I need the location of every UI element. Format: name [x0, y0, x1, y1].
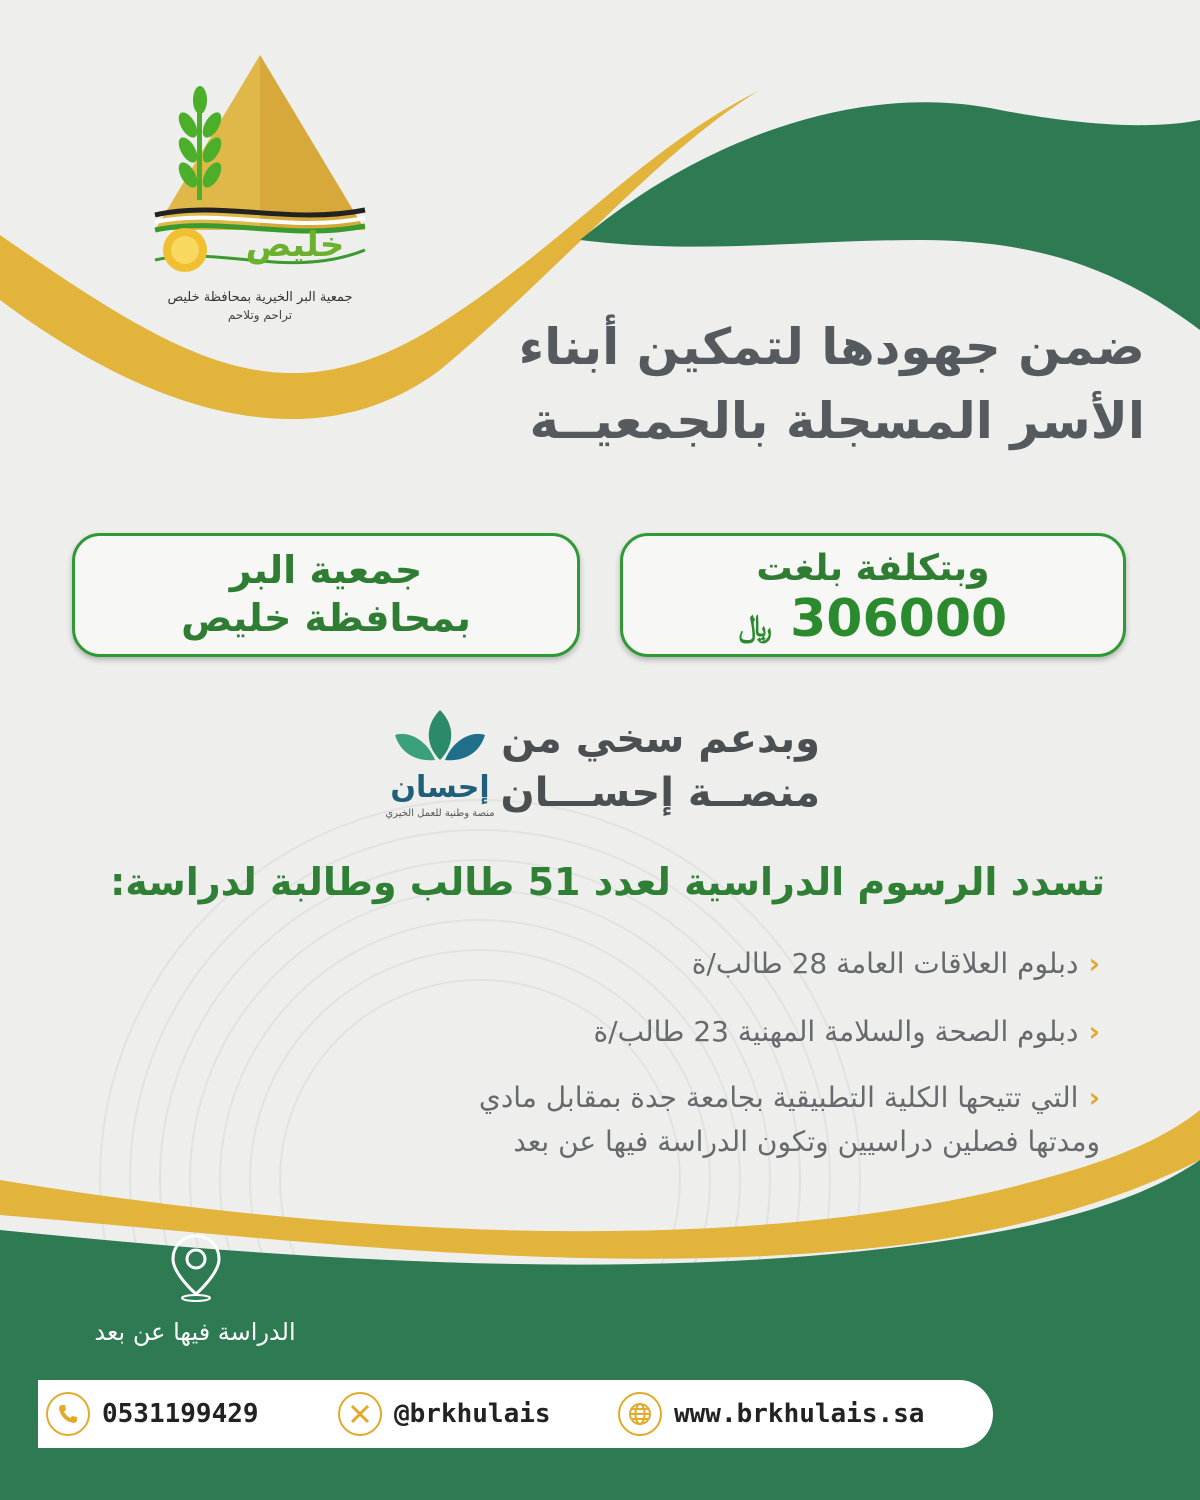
program-text-continued: ومدتها فصلين دراسيين وتكون الدراسة فيها عن بعد: [513, 1125, 1100, 1158]
globe-icon: [618, 1392, 662, 1436]
ehsan-name: إحسان: [390, 770, 490, 805]
association-line-2: بمحافظة خليص: [181, 596, 471, 640]
support-line-2: منصــة إحســـان: [500, 770, 820, 816]
program-text: التي تتيحها الكلية التطبيقية بجامعة جدة بمقابل مادي: [478, 1081, 1079, 1114]
program-text: دبلوم العلاقات العامة 28 طالب/ة: [691, 947, 1079, 980]
chevron-left-icon: ‹: [1088, 947, 1100, 980]
website-url: www.brkhulais.sa: [674, 1399, 925, 1429]
headline-line-1: ضمن جهودها لتمكين أبناء: [518, 318, 1145, 376]
ehsan-subtitle: منصة وطنية للعمل الخيري: [385, 808, 495, 819]
phone-number: 0531199429: [102, 1399, 259, 1429]
chevron-left-icon: ‹: [1088, 1015, 1100, 1048]
phone-contact[interactable]: [46, 1388, 259, 1440]
contact-bar: [38, 1380, 993, 1448]
x-logo-icon: [338, 1392, 382, 1436]
x-contact[interactable]: [338, 1388, 551, 1440]
riyal-currency-icon: ﷼: [738, 609, 772, 644]
cost-amount: 306000: [790, 589, 1008, 649]
list-item: [300, 1076, 1100, 1164]
list-item: [300, 942, 1100, 986]
cost-label: وبتكلفة بلغت: [756, 548, 990, 589]
list-item: [300, 1010, 1100, 1054]
program-text: دبلوم الصحة والسلامة المهنية 23 طالب/ة: [593, 1015, 1079, 1048]
association-line-1: جمعية البر: [229, 548, 423, 592]
support-text: [500, 712, 820, 820]
x-handle: @brkhulais: [394, 1399, 551, 1429]
phone-icon: [46, 1392, 90, 1436]
headline: [445, 310, 1145, 458]
cost-card: [620, 533, 1126, 657]
location-pin-icon: [168, 1232, 224, 1302]
association-logo: [140, 50, 380, 340]
logo-caption: جمعية البر الخيرية بمحافظة خليص: [167, 290, 353, 305]
ehsan-leaves-icon: [380, 700, 500, 770]
logo-slogan: تراحم وتلاحم: [227, 308, 293, 322]
chevron-left-icon: ‹: [1088, 1081, 1100, 1114]
logo-name-text: خليص: [245, 225, 345, 265]
association-card: [72, 533, 580, 657]
remote-study-label: الدراسة فيها عن بعد: [94, 1318, 296, 1346]
support-line-1: وبدعم سخي من: [501, 716, 820, 762]
ehsan-logo: [380, 700, 500, 830]
website-contact[interactable]: [618, 1388, 924, 1440]
fees-title: تسدد الرسوم الدراسية لعدد 51 طالب وطالبة لدراسة:: [110, 860, 1105, 904]
headline-line-2: الأسر المسجلة بالجمعيــة: [529, 392, 1145, 450]
cost-amount-row: [623, 589, 1123, 657]
